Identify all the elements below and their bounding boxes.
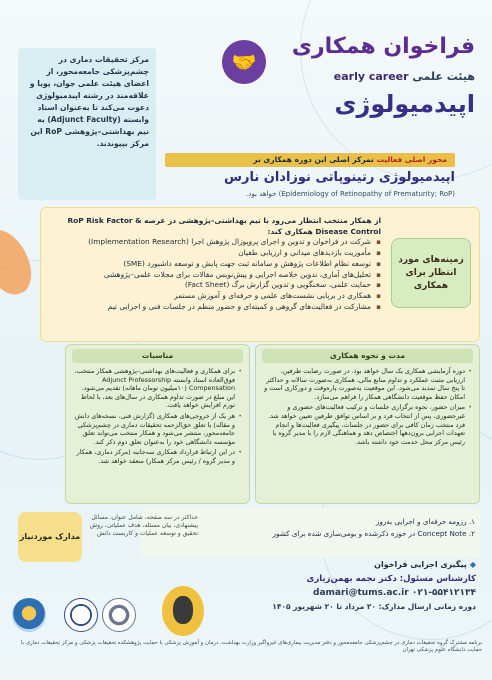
list-item: ▪ تحلیل‌های آماری، تدوین خلاصه اجرایی و پیش‌نویس مقالات برای مجلات علمی–پژوهشی [51,270,381,281]
list-item: ▪ توسعه نظام اطلاعات پژوهش و سامانه ثبت جهت پایش و توسعه داشبورد (SME) [51,259,381,270]
axis-title: اپیدمیولوژی رتینوپاتی نوزادان نارس [224,170,455,185]
page-subtitle [230,70,475,83]
contact-block [240,558,476,614]
ministry-logo-icon [64,598,98,632]
subtitle-fa: هیئت علمی [412,70,475,83]
axis-label: محور اصلی فعالیت [376,155,447,164]
expectations-text [51,216,381,312]
list-item: ▪ شرکت در فراخوان و تدوین و اجرای پروپوزال پژوهش اجرا (Implementation Research) [51,237,381,248]
axis-strip-text: تمرکز اصلی این دوره همکاری بر [253,155,374,164]
duration-body [256,363,479,452]
list-item: ▪ همکاری در برپایی نشست‌های علمی و حرفه‌ای و آموزش مستمر [51,291,381,302]
expectations-list [51,237,381,312]
list-item: ۲. Concept Note در حوزه ذکرشده و بومی‌سازی شده برای کشور [272,529,475,538]
expectations-intro: از همکار منتخب انتظار می‌رود با تیم بهداشتی–پژوهشی در عرصه RoP Risk Factor & Disease Control همکاری کند: [67,216,381,236]
documents-list [205,516,475,540]
list-item: • دوره آزمایشی همکاری یک سال خواهد بود. در صورت رضایت طرفین، ارزیابی مثبت عملکرد و تداوم منابع مالی، همکاری به‌صورت سالانه و حداکثر تا پنج سال تمدید می‌شود. این موقعیت به‌صورت پاره‌وقت و دورکاری است و امکان حفظ موقعیت دانشگاهی همکار را فراهم می‌سازد. [263,367,472,401]
handshake-icon: 🤝 [222,40,266,84]
list-item: ▪ مشارکت در فعالیت‌های گروهی و کمیته‌ای و حضور منظم در جلسات فنی و اجرایی تیم [51,302,381,313]
axis-strip [165,153,455,167]
list-item: ▪ مأموریت بازدیدهای میدانی و ارزیابی طفیان [51,248,381,259]
contact-email-phone[interactable]: damari@tums.ac.ir ۰۲۱-۵۵۴۱۲۱۳۴ [313,588,476,598]
documents-badge: مدارک موردنیاز [18,512,82,562]
subtitle-en: early career [333,70,409,83]
list-item: • میزان حضور، نحوه برگزاری جلسات و ترکیب فعالیت‌های حضوری و غیرحضوری، پس از انتخاب فرد و بر اساس توافق طرفین تعیین خواهد شد. فرد منتخب زمان کافی برای حضور در جلسات، پیگیری فعالیت‌ها و انجام تعهدات اجرایی برون‌دهها اختصاص دهد و هماهنگی لازم را با مدیر گروه یا رئیس مرکز محل خدمت خود داشته باشد. [263,403,472,446]
page-title: فراخوان همکاری [291,34,475,59]
deadline-text: دوره زمانی ارسال مدارک: ۲۰ مرداد تا ۲۰ شهریور ۱۴۰۵ [272,602,476,611]
eye-center-logo-icon [12,598,46,632]
benefits-body [66,363,249,472]
portrait-image [162,586,204,636]
list-item: • در این ارتباط قرارداد همکاری سه‌جانبه (مرکز دماری، همکار و مدیر گروه / رئیس مرکز همکار) منعقد خواهد شد. [73,448,242,465]
footer-text: برنامه مشترک گروه تحقیقات دماری در چشم‌پزشکی جامعه‌محور و دفتر مدیریت بیماری‌های غیرواگیر وزارت بهداشت، درمان و آموزش پزشکی با حمایت پژوهشکده تحقیقات پزشکی و مرکز تحقیقات دماری با حمایت دانشگاه علوم پزشکی تهران [20,640,482,653]
field-title: اپیدمیولوژی [334,90,475,118]
benefits-title: مناسبات [72,349,243,363]
expectations-badge: زمینه‌های مورد انتظار برای همکاری [391,238,471,308]
contact-heading-text: پیگیری اجرایی فراخوان [374,560,467,569]
duration-panel [255,344,480,504]
university-logo-icon [102,598,136,632]
duration-title: مدت و نحوه همکاری [262,349,473,363]
list-item: ۱. رزومه حرفه‌ای و اجرایی به‌روز [375,517,475,526]
documents-hint: حداکثر در سه صفحه، شامل عنوان، مسائل پیشنهادی، بیان مسئله، هدف عملیاتی، روش تحقیق و توسعه عملیات و کاربست دانش [89,514,198,537]
bullet-icon: ◆ [469,560,476,569]
intro-box [18,48,156,200]
list-item: • هر یک از خروجی‌های همکاری (گزارش فنی، نسخه‌های دانش و مقاله) با تعلق حق‌الزحمه تحقیقات دماری در چشم‌پزشکی جامعه‌محور، منتشر می‌شود و همکار منتخب می‌تواند تعلق مؤسسه دانشگاهی خود را به‌عنوان تعلق دوم ذکر کند. [73,412,242,446]
list-item: • برای همکاری و فعالیت‌های بهداشتی–پژوهشی همکار منتخب، فوق‌العاده استاد وابسته Adjunct Professorship Compensation (۱۰میلیون تومان ماهانه) تقدیم می‌شود. این مبلغ در صورت تداوم همکاری در سال‌های بعد، با لحاظ تورم افزایش خواهد یافت. [73,367,242,410]
expectations-card [40,207,480,342]
contact-expert: کارشناس مسئول: دکتر نجمه بهمن‌زیاری [306,574,476,584]
intro-text: مرکز تحقیقات دماری در چشم‌پزشکی جامعه‌محور، از اعضای هیئت علمی جوان، پویا و علاقه‌مند در رشته اپیدمیولوژی دعوت می‌کند تا به‌عنوان استاد وابسته (Adjunct Faculty) به تیم بهداشتی–پژوهشی RoP این مرکز بپیوندند. [29,55,149,148]
axis-english: (Epidemiology of Retinopathy of Prematurity; RoP) خواهد بود. [246,190,455,198]
contact-heading [240,558,476,572]
benefits-panel [65,344,250,504]
list-item: ▪ حمایت علمی، سخنگویی و تدوین گزارش برگ (Fact Sheet) [51,280,381,291]
